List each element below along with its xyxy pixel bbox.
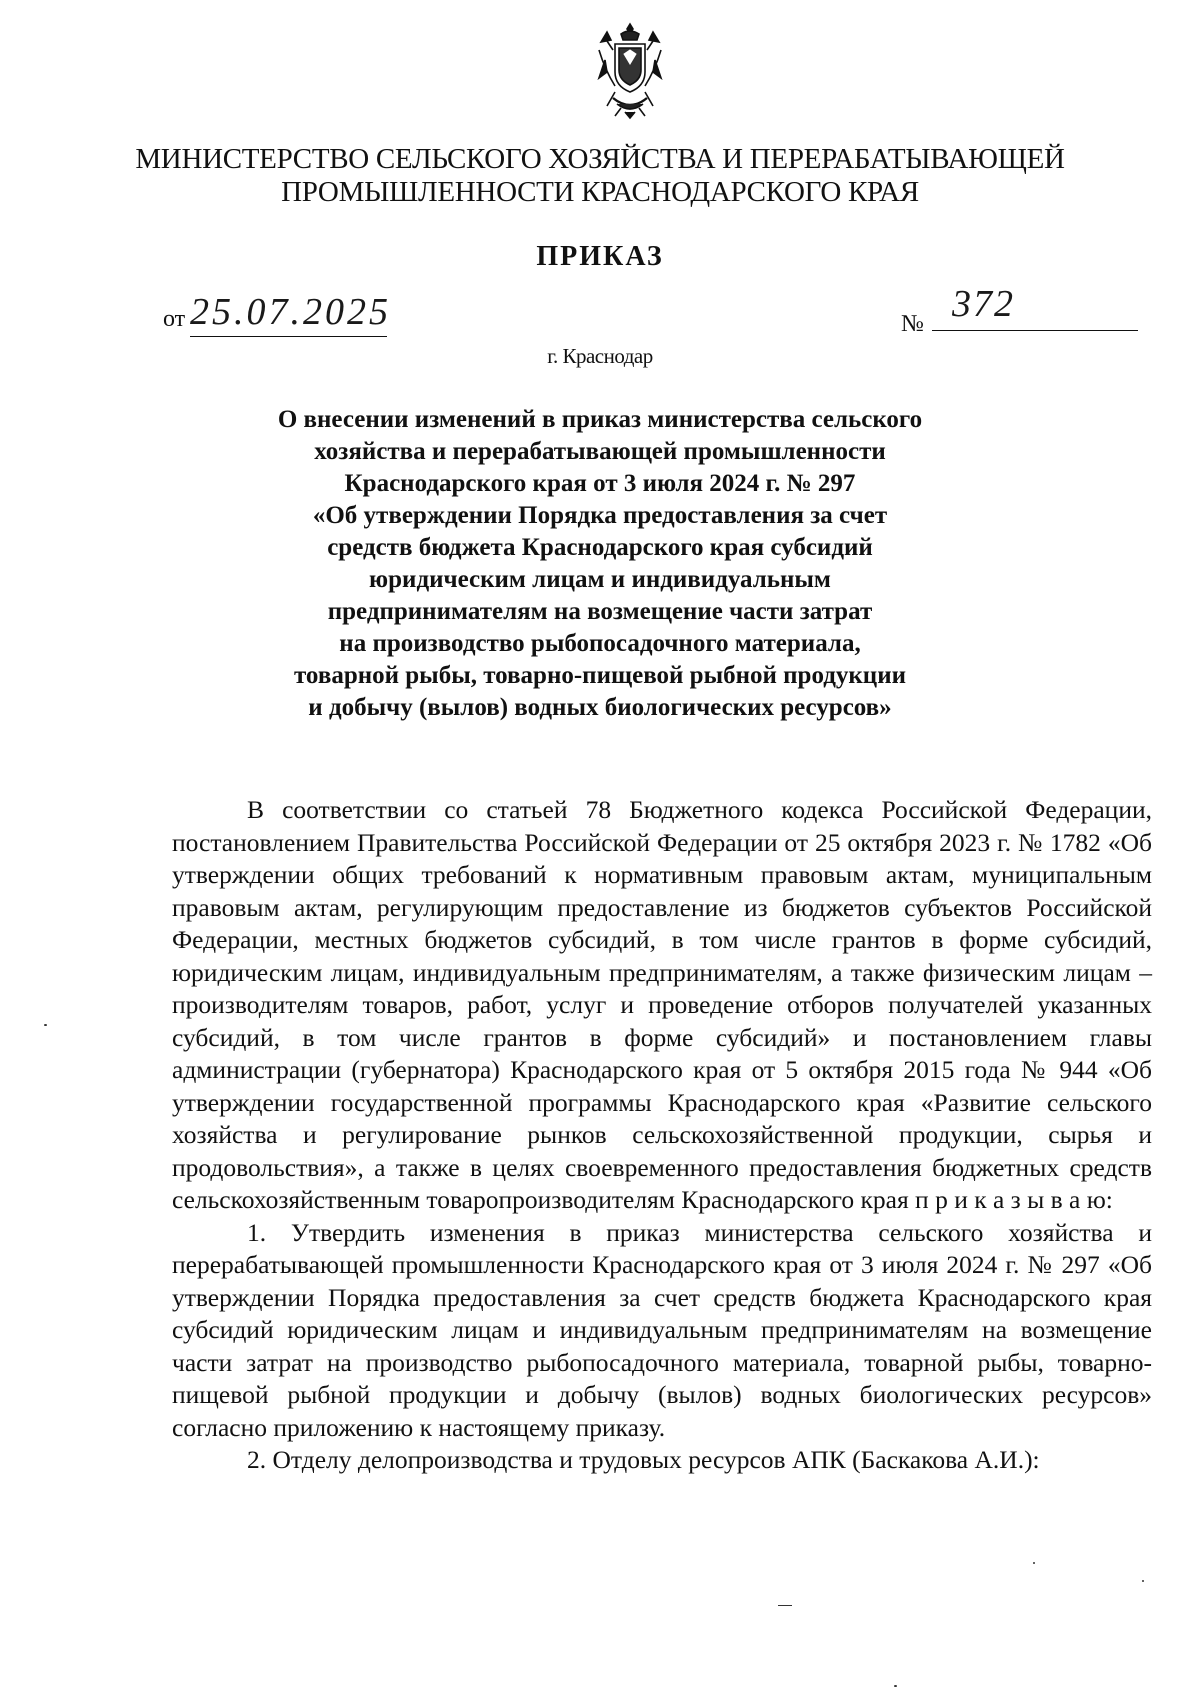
subject-line: на производство рыбопосадочного материала, xyxy=(339,630,861,657)
subject-line: товарной рыбы, товарно-пищевой рыбной продукции xyxy=(293,662,907,689)
order-item-2: 2. Отделу делопроизводства и трудовых ресурсов АПК (Баскакова А.И.): xyxy=(247,1445,1040,1474)
subject-line: предпринимателям на возмещение части затрат xyxy=(327,598,873,625)
date-prefix: от xyxy=(163,306,186,332)
document-type-title: ПРИКАЗ xyxy=(536,241,664,272)
ministry-name-line2: ПРОМЫШЛЕННОСТИ КРАСНОДАРСКОГО КРАЯ xyxy=(281,176,919,208)
scan-speck xyxy=(44,1024,47,1026)
subject-line: хозяйства и перерабатывающей промышленности xyxy=(314,438,886,465)
scan-speck xyxy=(1142,1580,1144,1582)
issue-city: г. Краснодар xyxy=(547,344,653,368)
ministry-name xyxy=(100,143,1100,209)
scan-speck xyxy=(778,1605,792,1606)
order-body xyxy=(172,794,1152,1477)
subject-line: и добычу (вылов) водных биологических ресурсов» xyxy=(308,694,892,721)
order-item-1: 1. Утвердить изменения в приказ министерства сельского хозяйства и перерабатывающей промышленности Краснодарского края от 3 июля 2024 г. № 297 «Об утверждении Порядка предоставления за счет средств бюджета Краснодарского края субсидий юридическим лицам и индивидуальным предпринимателям на возмещение части затрат на производство рыбопосадочного материала, товарной рыбы, товарно-пищевой рыбной продукции и добычу (вылов) водных биологических ресурсов» согласно приложению к настоящему приказу. xyxy=(172,1217,1152,1442)
subject-line: юридическим лицам и индивидуальным xyxy=(369,566,831,593)
date-underline xyxy=(190,336,387,337)
handwritten-number: 372 xyxy=(952,283,1015,325)
order-subject xyxy=(200,404,1000,724)
number-prefix: № xyxy=(901,311,924,337)
scan-speck xyxy=(894,1685,897,1687)
coat-of-arms-emblem xyxy=(591,20,669,120)
ministry-name-line1: МИНИСТЕРСТВО СЕЛЬСКОГО ХОЗЯЙСТВА И ПЕРЕРАБАТЫВАЮЩЕЙ xyxy=(135,143,1065,175)
subject-line: средств бюджета Краснодарского края субсидий xyxy=(327,534,873,561)
handwritten-date: 25.07.2025 xyxy=(190,291,391,333)
subject-line: «Об утверждении Порядка предоставления за счет xyxy=(312,502,888,529)
scan-speck xyxy=(1033,1562,1035,1564)
subject-line: О внесении изменений в приказ министерства сельского xyxy=(277,406,923,433)
subject-line: Краснодарского края от 3 июля 2024 г. № 297 xyxy=(344,470,856,497)
number-underline xyxy=(932,330,1138,331)
preamble-paragraph: В соответствии со статьей 78 Бюджетного кодекса Российской Федерации, постановлением Правительства Российской Федерации от 25 октября 2023 г. № 1782 «Об утверждении общих требований к нормативным правовым актам, муниципальным правовым актам, регулирующим предоставление из бюджетов субъектов Российской Федерации, местных бюджетов субсидий, в том числе грантов в форме субсидий, юридическим лицам, индивидуальным предпринимателям, а также физическим лицам – производителям товаров, работ, услуг и проведение отборов получателей указанных субсидий, в том числе грантов в форме субсидий» и постановлением главы администрации (губернатора) Краснодарского края от 5 октября 2015 года № 944 «Об утверждении государственной программы Краснодарского края «Развитие сельского хозяйства и регулирование рынков сельскохозяйственной продукции, сырья и продовольствия», а также в целях своевременного предоставления бюджетных средств сельскохозяйственным товаропроизводителям Краснодарского края п р и к а з ы в а ю: xyxy=(172,795,1152,1214)
